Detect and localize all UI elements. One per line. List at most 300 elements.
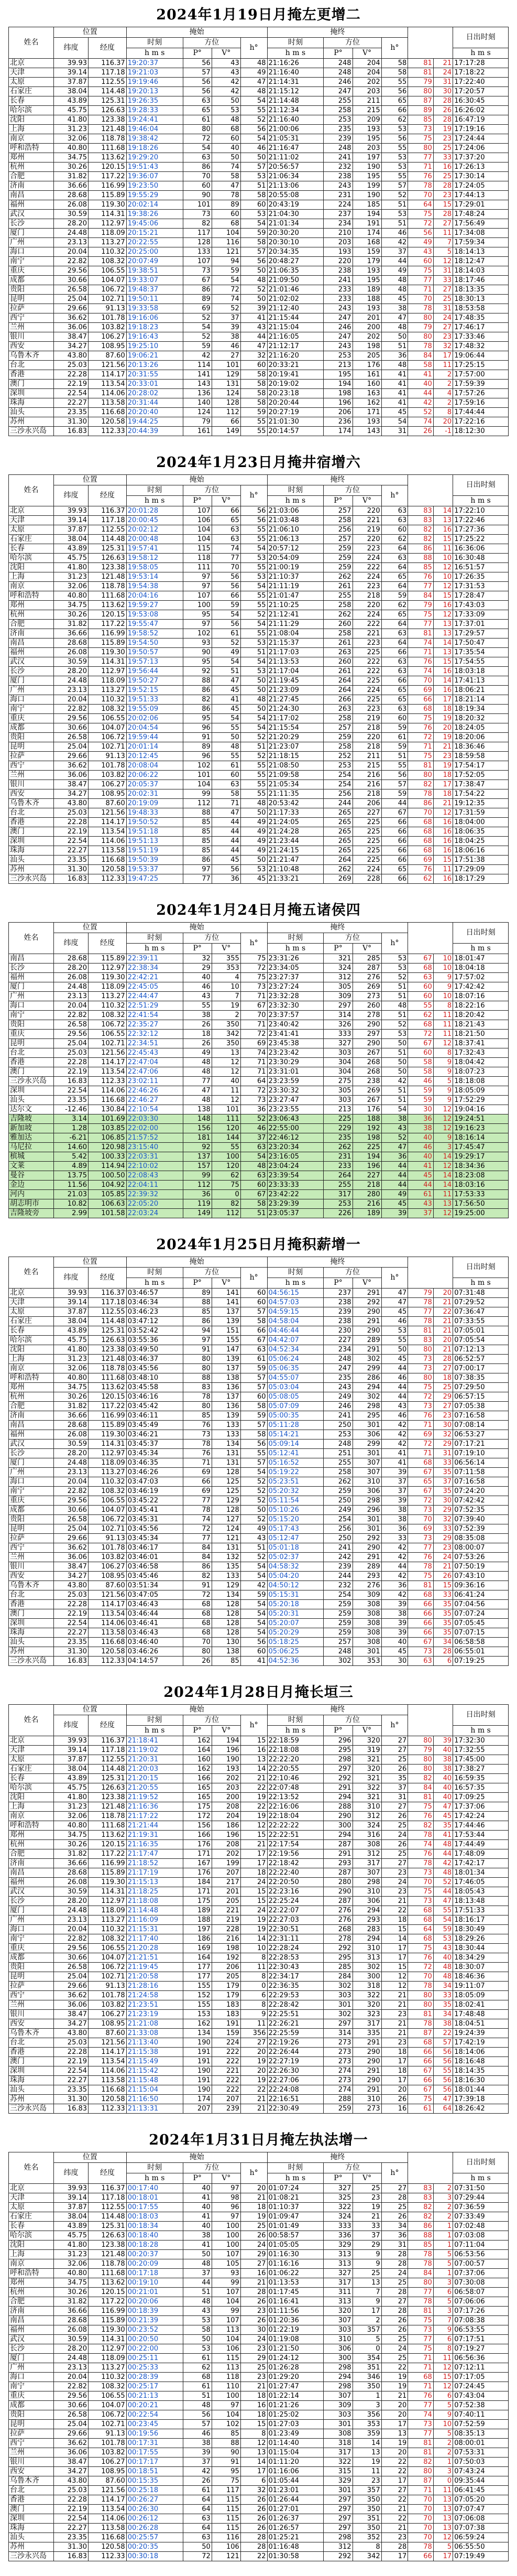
table-cell: 14: [433, 638, 453, 648]
table-row: [9, 2439, 509, 2448]
table-cell: 269: [353, 982, 381, 992]
table-cell: 316: [353, 1831, 381, 1840]
table-cell: 42: [381, 1543, 408, 1553]
header-v: V°: [353, 48, 381, 59]
city-name: 上海: [9, 2250, 54, 2259]
table-cell: 21:57:52: [126, 1133, 183, 1143]
table-cell: 104: [183, 535, 212, 544]
table-cell: 68: [408, 2373, 433, 2382]
table-cell: 17:24:05: [453, 181, 509, 191]
city-name: 拉萨: [9, 1982, 54, 1991]
city-name: 成都: [9, 2401, 54, 2410]
city-name: 长沙: [9, 667, 54, 676]
table-cell: 19: [353, 2458, 381, 2467]
table-row: [9, 874, 509, 884]
table-cell: 239: [324, 1562, 353, 1572]
table-cell: 318: [324, 2439, 353, 2448]
table-cell: 17:28:47: [453, 591, 509, 601]
table-cell: 114: [183, 361, 212, 370]
table-row: [9, 1868, 509, 1878]
table-cell: 07:00:57: [453, 2259, 509, 2269]
table-cell: 18:01:47: [453, 954, 509, 964]
city-name: 深圳: [9, 389, 54, 398]
table-cell: 54: [240, 1468, 267, 1477]
table-cell: 13.75: [53, 1171, 88, 1181]
table-cell: 118.78: [89, 582, 127, 591]
table-cell: 85: [183, 1411, 212, 1421]
table-cell: 78: [183, 1506, 212, 1515]
table-cell: 40: [212, 1077, 240, 1086]
table-row: [9, 554, 509, 563]
table-cell: 66: [381, 856, 408, 865]
table-cell: 120.98: [89, 1143, 127, 1152]
table-cell: 20: [381, 2410, 408, 2420]
table-cell: 13: [212, 1048, 240, 1058]
header-egress: 掩终: [267, 1705, 408, 1715]
table-cell: 28.68: [53, 1868, 88, 1878]
table-cell: 55: [433, 1906, 453, 1915]
table-cell: 58: [240, 389, 267, 398]
table-cell: 23: [433, 332, 453, 342]
city-name: 南京: [9, 1812, 54, 1821]
table-cell: 108.32: [89, 1487, 127, 1496]
table-cell: 81: [408, 2448, 433, 2458]
table-cell: 65: [408, 1477, 433, 1487]
table-cell: 308: [353, 1609, 381, 1619]
table-cell: 162: [183, 1736, 212, 1746]
table-cell: 22:26:30: [267, 2066, 324, 2076]
table-cell: 90: [183, 648, 212, 657]
table-cell: 21:16:05: [267, 332, 324, 342]
table-row: [9, 2458, 509, 2467]
table-cell: 31.30: [53, 2542, 88, 2552]
table-row: [9, 2505, 509, 2514]
table-cell: 10: [433, 554, 453, 563]
table-cell: 318: [353, 1982, 381, 1991]
table-cell: 37: [183, 2458, 212, 2467]
table-row: [9, 313, 509, 323]
table-cell: 67: [240, 1001, 267, 1011]
table-cell: 65: [381, 610, 408, 620]
table-cell: 293: [324, 1859, 353, 1868]
table-cell: 58: [381, 68, 408, 78]
table-cell: 41: [240, 313, 267, 323]
table-cell: 11: [433, 865, 453, 874]
city-name: 拉萨: [9, 304, 54, 313]
table-cell: 107: [212, 2316, 240, 2325]
table-cell: 19:50:57: [126, 648, 183, 657]
table-row: [9, 982, 509, 992]
table-cell: 57: [381, 181, 408, 191]
table-cell: 05:20:32: [267, 1487, 324, 1496]
table-cell: 21:20:58: [126, 1972, 183, 1982]
table-cell: 06:59:24: [453, 2533, 509, 2542]
header-hms: h m s: [267, 1726, 324, 1736]
table-cell: 133: [212, 1430, 240, 1439]
table-cell: 20:01:14: [126, 742, 183, 752]
city-name: 乌鲁木齐: [9, 1581, 54, 1590]
header-lat: 纬度: [53, 38, 88, 59]
table-cell: 21: [381, 2029, 408, 2038]
table-cell: 42: [212, 78, 240, 87]
table-row: [9, 1746, 509, 1755]
table-row: [9, 2410, 509, 2420]
table-cell: 18:17:46: [453, 276, 509, 285]
table-cell: 21:17:04: [267, 667, 324, 676]
table-cell: 82: [408, 1774, 433, 1783]
table-cell: 220: [353, 506, 381, 516]
table-cell: 59: [212, 601, 240, 610]
table-cell: 195: [353, 134, 381, 144]
table-cell: 78: [408, 342, 433, 351]
table-cell: 21:16:40: [267, 115, 324, 125]
table-cell: 00:18:51: [126, 2467, 183, 2476]
table-cell: 1: [433, 2231, 453, 2241]
table-cell: 22:18:08: [267, 1746, 324, 1755]
table-cell: 221: [212, 1906, 240, 1915]
table-cell: 128: [212, 1628, 240, 1638]
table-cell: 120.15: [89, 2288, 127, 2297]
table-cell: 48: [240, 276, 267, 285]
table-cell: 51: [183, 2288, 212, 2297]
table-cell: 22:46:27: [126, 1096, 183, 1105]
table-cell: 243: [324, 181, 353, 191]
table-cell: 56: [433, 2057, 453, 2066]
table-cell: 83: [408, 506, 433, 516]
table-cell: 35: [381, 1774, 408, 1783]
table-cell: 268: [353, 1067, 381, 1077]
table-cell: 293: [353, 1915, 381, 1925]
table-cell: 297: [324, 2524, 353, 2533]
table-cell: 61: [381, 733, 408, 742]
table-cell: 139: [212, 1317, 240, 1326]
table-cell: 113.27: [89, 1915, 127, 1925]
table-cell: 104.07: [89, 1506, 127, 1515]
table-cell: 26.58: [53, 2410, 88, 2420]
table-cell: 35: [433, 1600, 453, 1609]
table-cell: 265: [324, 846, 353, 856]
table-cell: 225: [353, 648, 381, 657]
table-cell: 22: [433, 2029, 453, 2038]
table-row: [9, 1345, 509, 1355]
table-cell: 183: [212, 2000, 240, 2010]
city-name: 济南: [9, 1859, 54, 1868]
table-cell: 03:46:17: [126, 1543, 183, 1553]
table-cell: 112.97: [89, 2344, 127, 2354]
table-cell: 36.62: [53, 1991, 88, 2000]
table-cell: 114.94: [89, 1162, 127, 1171]
table-cell: 71: [408, 285, 433, 295]
table-row: [9, 818, 509, 827]
table-row: [9, 1030, 509, 1039]
table-cell: 49: [240, 1524, 267, 1534]
table-cell: 22:25:24: [267, 1897, 324, 1906]
table-row: [9, 2325, 509, 2335]
table-cell: 52: [240, 610, 267, 620]
table-cell: 274: [324, 2066, 353, 2076]
table-cell: 102: [212, 2420, 240, 2429]
table-cell: 118.78: [89, 1812, 127, 1821]
table-cell: 102.71: [89, 1972, 127, 1982]
table-cell: 17:32:43: [453, 1048, 509, 1058]
table-cell: 17:31:53: [453, 582, 509, 591]
table-cell: 329: [324, 2476, 353, 2486]
table-row: [9, 1647, 509, 1657]
table-row: [9, 2382, 509, 2391]
table-cell: 12: [433, 2382, 453, 2391]
table-cell: 13: [433, 2524, 453, 2533]
table-cell: 74: [408, 667, 433, 676]
table-cell: 79: [408, 1289, 433, 1298]
header-egress: 掩终: [267, 2152, 408, 2163]
city-name: 太原: [9, 78, 54, 87]
table-cell: 38: [183, 2439, 212, 2448]
table-cell: 05:04:20: [267, 1572, 324, 1581]
table-cell: 00:21:01: [126, 2288, 183, 2297]
header-p: P°: [324, 2173, 353, 2184]
table-cell: 16: [433, 874, 453, 884]
city-name: 曼谷: [9, 1171, 54, 1181]
table-cell: 124: [212, 1524, 240, 1534]
table-cell: 162: [183, 1765, 212, 1774]
table-cell: 174: [353, 229, 381, 238]
table-cell: 21:16:09: [126, 1915, 183, 1925]
table-cell: 21:12:17: [267, 342, 324, 351]
table-cell: 31.30: [53, 1647, 88, 1657]
table-cell: 22: [240, 2552, 267, 2561]
city-name: 哈尔滨: [9, 1336, 54, 1345]
table-cell: 44: [381, 1392, 408, 1402]
table-cell: 38.04: [53, 1765, 88, 1774]
table-cell: 244: [324, 1572, 353, 1581]
table-cell: 247: [324, 332, 353, 342]
table-cell: 13: [381, 2429, 408, 2439]
table-row: [9, 2057, 509, 2066]
table-row: [9, 380, 509, 389]
table-cell: 22:28:53: [267, 1953, 324, 1963]
table-row: [9, 1430, 509, 1439]
table-row: [9, 1581, 509, 1590]
table-cell: 8: [240, 2429, 267, 2439]
table-cell: 254: [324, 780, 353, 789]
table-cell: 238: [324, 1317, 353, 1326]
table-row: [9, 332, 509, 342]
table-cell: 43.80: [53, 2029, 88, 2038]
table-cell: 22:28:42: [267, 2000, 324, 2010]
table-cell: 17:42:17: [453, 1859, 509, 1868]
table-cell: 129: [212, 370, 240, 380]
table-cell: 52: [240, 285, 267, 295]
table-cell: 194: [212, 1736, 240, 1746]
table-cell: 66: [408, 695, 433, 705]
table-cell: 220: [353, 535, 381, 544]
table-cell: 108.95: [89, 2467, 127, 2476]
table-cell: 113.54: [89, 2505, 127, 2514]
table-cell: 195: [353, 172, 381, 181]
table-cell: 23:29:39: [267, 1199, 324, 1209]
table-cell: 23:45:38: [267, 1039, 324, 1048]
table-cell: 193: [353, 125, 381, 134]
table-row: [9, 1831, 509, 1840]
table-cell: 72: [408, 219, 433, 229]
table-cell: 30.59: [53, 1439, 88, 1449]
table-cell: 23:23:42: [267, 1048, 324, 1058]
table-cell: 205: [212, 1897, 240, 1906]
city-name: 广州: [9, 992, 54, 1001]
city-name: 三沙永兴岛: [9, 2552, 54, 2561]
header-alt: h°: [381, 1715, 408, 1736]
table-cell: 44: [240, 332, 267, 342]
table-cell: 18:04:00: [453, 818, 509, 827]
table-cell: 68: [408, 705, 433, 714]
table-cell: 22.27: [53, 398, 88, 408]
table-cell: 18:06:21: [453, 686, 509, 695]
table-cell: 114.06: [89, 1619, 127, 1628]
table-cell: 248: [324, 1647, 353, 1657]
table-cell: 290: [353, 1307, 381, 1317]
table-cell: 186: [212, 1821, 240, 1831]
table-cell: 19: [240, 1925, 267, 1934]
table-cell: 22:18:59: [267, 1736, 324, 1746]
table-cell: 34.75: [53, 1383, 88, 1392]
table-cell: 10: [433, 2420, 453, 2429]
table-cell: 54: [240, 1152, 267, 1162]
table-cell: 121.56: [89, 1590, 127, 1600]
table-cell: 228: [353, 874, 381, 884]
header-name: 姓名: [9, 923, 54, 954]
table-cell: 03:52:42: [126, 1326, 183, 1336]
table-cell: 58: [212, 172, 240, 181]
table-cell: 00:25:11: [126, 2354, 183, 2363]
table-cell: 19:24:39: [453, 2029, 509, 2038]
table-cell: 20:33:01: [126, 380, 183, 389]
table-cell: 64: [408, 1925, 433, 1934]
table-cell: 106.72: [89, 1963, 127, 1972]
table-cell: 86: [183, 1562, 212, 1572]
table-cell: 30.26: [53, 163, 88, 172]
header-time: 时刻: [267, 2163, 324, 2173]
header-hms: h m s: [126, 48, 183, 59]
city-name: 西安: [9, 789, 54, 799]
city-name: 天津: [9, 1746, 54, 1755]
table-row: [9, 1355, 509, 1364]
table-cell: 07:31:48: [453, 1289, 509, 1298]
occultation-block: [8, 451, 509, 884]
table-cell: 74: [408, 417, 433, 427]
table-cell: 273: [324, 2057, 353, 2066]
table-cell: 12: [433, 1124, 453, 1133]
table-cell: 233: [324, 285, 353, 295]
table-cell: 89: [183, 1289, 212, 1298]
table-cell: 22:28:24: [267, 1944, 324, 1953]
table-cell: 22.19: [53, 1067, 88, 1077]
table-cell: 106.27: [89, 780, 127, 789]
table-cell: 223: [353, 705, 381, 714]
city-name: 上海: [9, 572, 54, 582]
table-cell: 23:31:01: [267, 1067, 324, 1077]
table-cell: 19:24:51: [453, 1114, 509, 1124]
table-cell: 294: [353, 1383, 381, 1392]
table-cell: 105.85: [89, 1190, 127, 1199]
city-name: 太原: [9, 525, 54, 535]
table-cell: 308: [353, 1600, 381, 1609]
table-cell: 40: [408, 380, 433, 389]
table-cell: 18: [240, 1868, 267, 1878]
table-cell: 76: [408, 865, 433, 874]
table-cell: 177: [183, 1972, 212, 1982]
table-cell: 53: [381, 125, 408, 134]
table-cell: 21:15:38: [126, 2048, 183, 2057]
table-cell: 40.80: [53, 2269, 88, 2278]
header-p: P°: [324, 1726, 353, 1736]
table-cell: 01:22:19: [267, 2325, 324, 2335]
table-cell: 39: [240, 304, 267, 313]
table-cell: 24: [433, 313, 453, 323]
table-cell: 66: [240, 1326, 267, 1336]
table-cell: 179: [353, 257, 381, 266]
table-cell: 28.20: [53, 219, 88, 229]
table-cell: 78: [408, 2542, 433, 2552]
table-cell: 75: [408, 752, 433, 761]
table-cell: 114.48: [89, 87, 127, 96]
table-cell: 20:02:31: [126, 789, 183, 799]
city-name: 三沙永兴岛: [9, 1657, 54, 1666]
table-cell: 07:42:42: [453, 1496, 509, 1506]
table-cell: 70: [240, 1011, 267, 1020]
header-alt: h°: [381, 485, 408, 506]
table-row: [9, 2486, 509, 2495]
city-name: 广州: [9, 2363, 54, 2373]
table-cell: 21:11:02: [267, 153, 324, 163]
table-cell: 44: [212, 827, 240, 837]
table-cell: 21: [433, 1345, 453, 1355]
table-cell: 5: [433, 247, 453, 257]
table-cell: 310: [353, 1944, 381, 1953]
table-cell: 21:06:13: [267, 535, 324, 544]
table-cell: 108.95: [89, 2019, 127, 2029]
table-cell: 107: [183, 591, 212, 601]
table-cell: 8: [433, 1048, 453, 1058]
table-cell: 22:04:11: [126, 1181, 183, 1190]
table-cell: 84: [408, 351, 433, 361]
table-cell: 00:17:55: [126, 2203, 183, 2212]
table-cell: 00:23:52: [126, 2325, 183, 2335]
table-cell: 23: [381, 2533, 408, 2542]
table-cell: 23:27:24: [267, 982, 324, 992]
table-cell: 116.37: [89, 1289, 127, 1298]
table-cell: 164: [183, 1746, 212, 1755]
table-cell: 82: [183, 1572, 212, 1581]
table-cell: 16: [240, 2401, 267, 2410]
table-cell: 36: [381, 1581, 408, 1590]
city-name: 南宁: [9, 1011, 54, 1020]
table-cell: 112.33: [89, 1657, 127, 1666]
table-row: [9, 398, 509, 408]
table-cell: 17:48:09: [453, 1849, 509, 1859]
table-cell: 20:27:19: [267, 408, 324, 417]
city-name: 汕头: [9, 1638, 54, 1647]
city-name: 胡志明市: [9, 1199, 54, 1209]
table-cell: 27: [433, 1402, 453, 1411]
table-cell: 19:55:47: [126, 620, 183, 629]
table-cell: 35: [433, 1619, 453, 1628]
table-cell: 68: [408, 827, 433, 837]
table-cell: 291: [324, 1783, 353, 1793]
table-cell: 32: [240, 2486, 267, 2495]
table-cell: 18:14:06: [453, 2048, 509, 2057]
table-cell: 22.27: [53, 2076, 88, 2085]
table-cell: 40: [433, 1953, 453, 1963]
